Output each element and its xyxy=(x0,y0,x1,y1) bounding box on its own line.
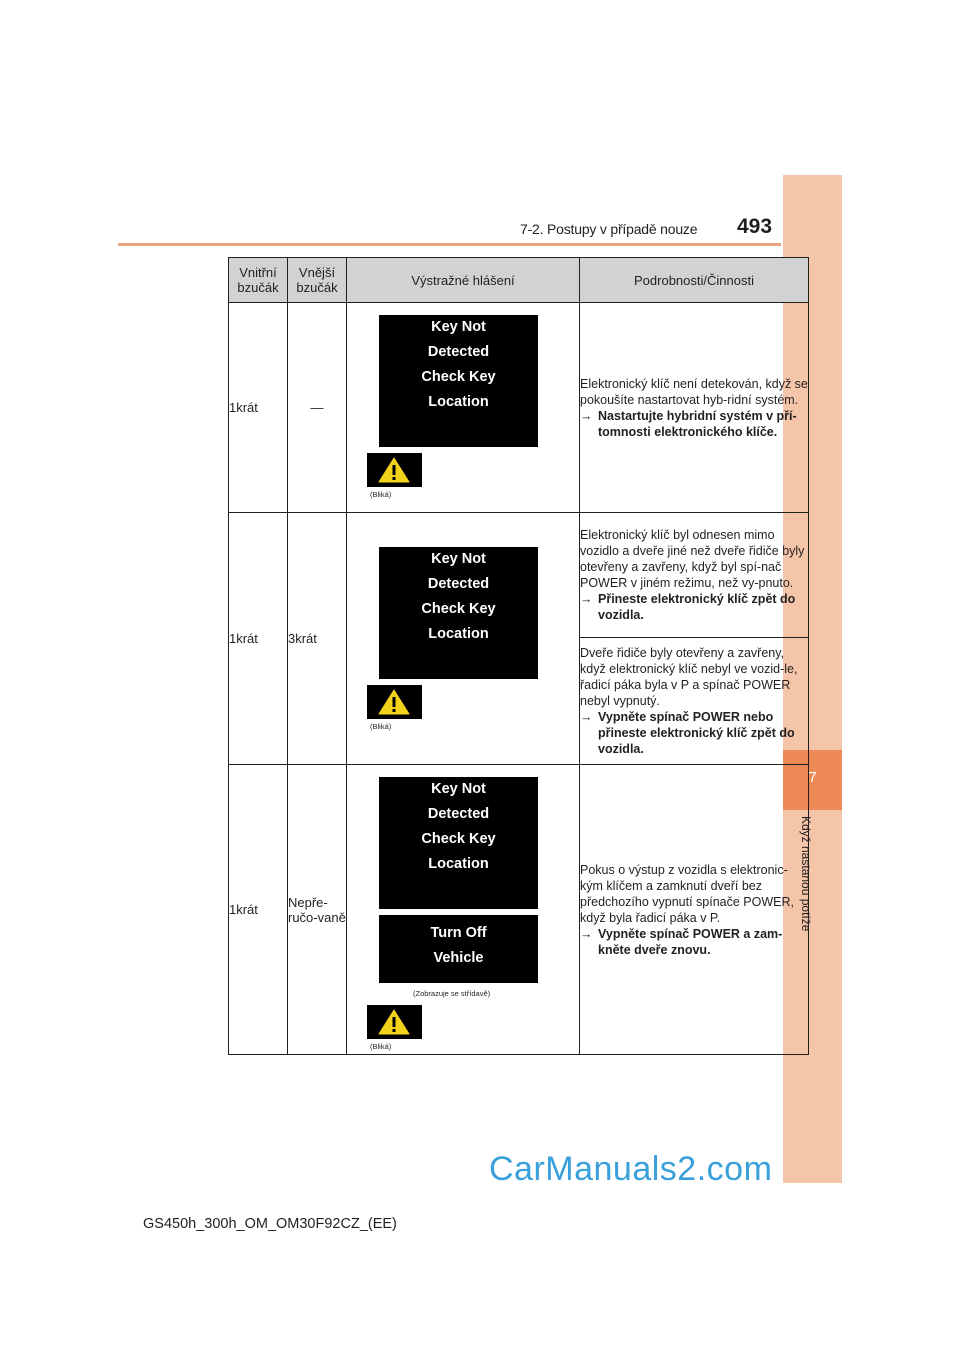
header-outer-buzzer: Vnější bzučák xyxy=(288,258,347,303)
outer-buzzer-cell: — xyxy=(288,303,347,513)
inner-buzzer-cell: 1krát xyxy=(229,765,288,1055)
alternate-caption: (Zobrazuje se střídavě) xyxy=(413,989,491,998)
lcd-line: Check Key xyxy=(421,831,496,847)
action-instruction xyxy=(580,591,808,623)
arrow-right-icon: → xyxy=(580,710,593,724)
warning-triangle-icon xyxy=(378,457,410,483)
inner-buzzer-cell: 1krát xyxy=(229,513,288,765)
lcd-display xyxy=(379,315,538,447)
lcd-line: Vehicle xyxy=(433,950,484,966)
action-instruction xyxy=(580,408,808,440)
header-rule xyxy=(118,243,781,246)
header-warning-message: Výstražné hlášení xyxy=(347,258,580,303)
watermark-text[interactable]: CarManuals2.com xyxy=(489,1150,773,1188)
chapter-number-tab[interactable]: 7 xyxy=(783,750,842,810)
action-instruction xyxy=(580,709,808,757)
lcd-line: Detected xyxy=(427,576,490,592)
warning-message-cell xyxy=(347,513,580,765)
warning-triangle-icon xyxy=(378,1009,410,1035)
warning-light-box xyxy=(367,453,422,487)
section-title: 7-2. Postupy v případě nouze xyxy=(520,221,698,237)
lcd-line: Key Not xyxy=(431,319,486,335)
table-header-row xyxy=(229,258,809,303)
detail-text: Elektronický klíč byl odnesen mimo vozidlo a dveře jiné než dveře řidiče byly otevřeny a zavřeny, když byl spí-nač POWER v jiném režimu, než vy-pnuto. xyxy=(580,528,805,590)
table-row xyxy=(229,303,809,513)
arrow-right-icon: → xyxy=(580,926,593,941)
outer-buzzer-cell: 3krát xyxy=(288,513,347,765)
header-inner-buzzer: Vnitřní bzučák xyxy=(229,258,288,303)
blink-caption: (Bliká) xyxy=(370,722,392,731)
lcd-line: Location xyxy=(428,394,489,410)
details-cell xyxy=(580,638,809,765)
outer-buzzer-cell: Nepře-ručo-vaně xyxy=(288,765,347,1055)
action-text: Vypněte spínač POWER nebo přineste elektronický klíč zpět do vozidla. xyxy=(598,710,795,756)
warning-light-box xyxy=(367,1005,422,1039)
details-cell xyxy=(580,765,809,1055)
lcd-display-alt xyxy=(379,915,538,983)
action-instruction xyxy=(580,926,808,958)
detail-text: Pokus o výstup z vozidla s elektronic-kým klíčem a zamknutí dveří bez předchozího vypnutí spínače POWER, když byla řadicí páka v P. xyxy=(580,862,794,925)
action-text: Vypněte spínač POWER a zam-kněte dveře znovu. xyxy=(598,926,783,957)
detail-text: Elektronický klíč není detekován, když se pokoušíte nastartovat hyb-ridní systém. xyxy=(580,376,808,407)
warning-message-cell xyxy=(347,303,580,513)
lcd-line: Turn Off xyxy=(430,925,487,941)
warning-light-box xyxy=(367,685,422,719)
inner-buzzer-cell: 1krát xyxy=(229,303,288,513)
lcd-line: Detected xyxy=(427,344,490,360)
blink-caption: (Bliká) xyxy=(370,1042,392,1051)
action-text: Přineste elektronický klíč zpět do vozidla. xyxy=(598,592,796,622)
warning-message-cell xyxy=(347,765,580,1055)
header-details: Podrobnosti/Činnosti xyxy=(580,258,809,303)
lcd-line: Location xyxy=(428,856,489,872)
lcd-line: Key Not xyxy=(431,781,486,797)
footer-doc-code: GS450h_300h_OM_OM30F92CZ_(EE) xyxy=(143,1216,397,1232)
table-row xyxy=(229,765,809,1055)
details-cell xyxy=(580,513,809,638)
lcd-line: Key Not xyxy=(431,551,486,567)
action-text: Nastartujte hybridní systém v pří-tomnosti elektronického klíče. xyxy=(598,408,797,439)
detail-text: Dveře řidiče byly otevřeny a zavřeny, když elektronický klíč nebyl ve vozid-le, řadicí páka byla v P a spínač POWER nebyl vypnutý. xyxy=(580,646,798,708)
page-number: 493 xyxy=(737,215,773,238)
blink-caption: (Bliká) xyxy=(370,490,392,499)
warning-table xyxy=(228,257,809,1055)
table-row xyxy=(229,513,809,638)
lcd-line: Location xyxy=(428,626,489,642)
warning-triangle-icon xyxy=(378,689,410,715)
chapter-title: Když nastanou potíže xyxy=(799,816,813,932)
lcd-display xyxy=(379,547,538,679)
lcd-line: Check Key xyxy=(421,601,496,617)
lcd-display xyxy=(379,777,538,909)
arrow-right-icon: → xyxy=(580,592,593,606)
lcd-line: Detected xyxy=(427,806,490,822)
arrow-right-icon: → xyxy=(580,408,593,423)
details-cell xyxy=(580,303,809,513)
lcd-line: Check Key xyxy=(421,369,496,385)
